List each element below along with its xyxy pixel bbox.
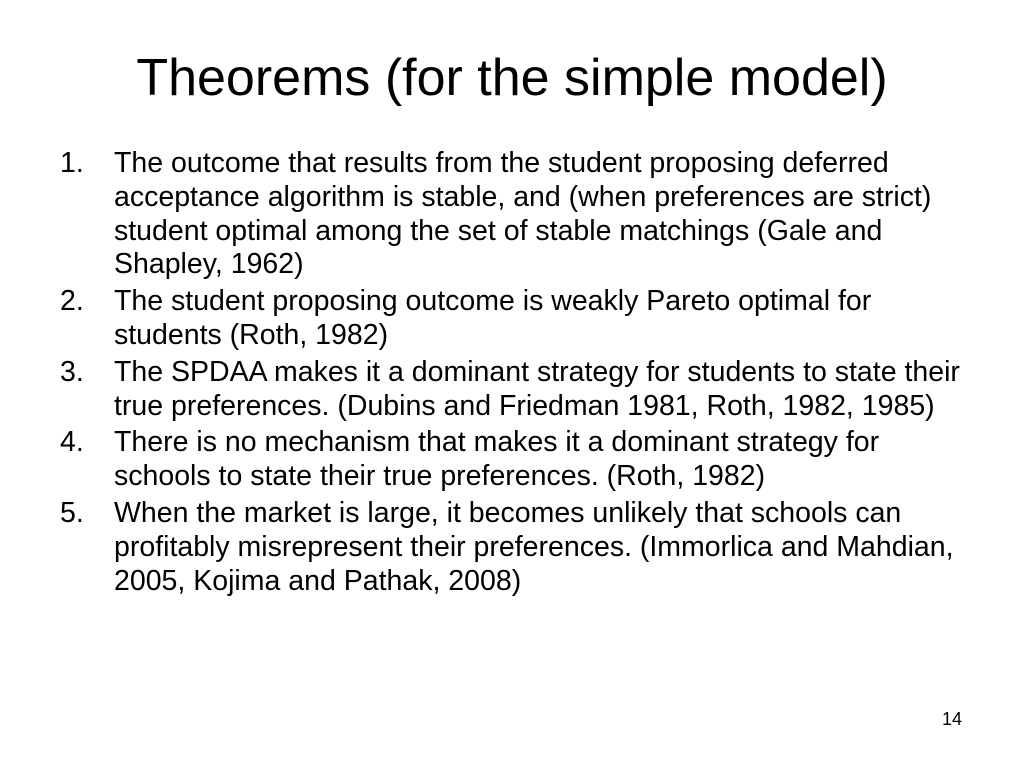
theorem-number: 5.: [60, 496, 84, 529]
slide-page-number: 14: [941, 709, 962, 729]
theorem-number: 4.: [60, 426, 84, 459]
theorem-text: The outcome that results from the student proposing deferred acceptance algorithm is stable, and (when preferences are strict) student optimal among the set of stable matchings (Gale and Shapley, 1962): [114, 147, 932, 281]
theorem-item: [60, 147, 960, 282]
theorem-number: 1.: [60, 147, 84, 179]
theorem-item: [60, 426, 960, 494]
theorem-text: There is no mechanism that makes it a dominant strategy for schools to state their true preferences. (Roth, 1982): [114, 426, 880, 493]
theorem-item: [60, 356, 960, 424]
theorem-number: 3.: [60, 355, 84, 388]
slide-title: Theorems (for the simple model): [136, 49, 888, 107]
theorem-number: 2.: [60, 285, 84, 318]
theorem-item: [60, 285, 960, 353]
theorem-text: The student proposing outcome is weakly Pareto optimal for students (Roth, 1982): [114, 285, 872, 351]
theorem-list: [60, 147, 960, 601]
theorem-text: The SPDAA makes it a dominant strategy for students to state their true preferences. (Dubins and Friedman 1981, Roth, 1982, 1985): [114, 355, 960, 422]
theorem-item: [60, 497, 960, 598]
theorem-text: When the market is large, it becomes unlikely that schools can profitably misrepresent their preferences. (Immorlica and Mahdian, 2005, Kojima and Pathak, 2008): [114, 496, 954, 597]
